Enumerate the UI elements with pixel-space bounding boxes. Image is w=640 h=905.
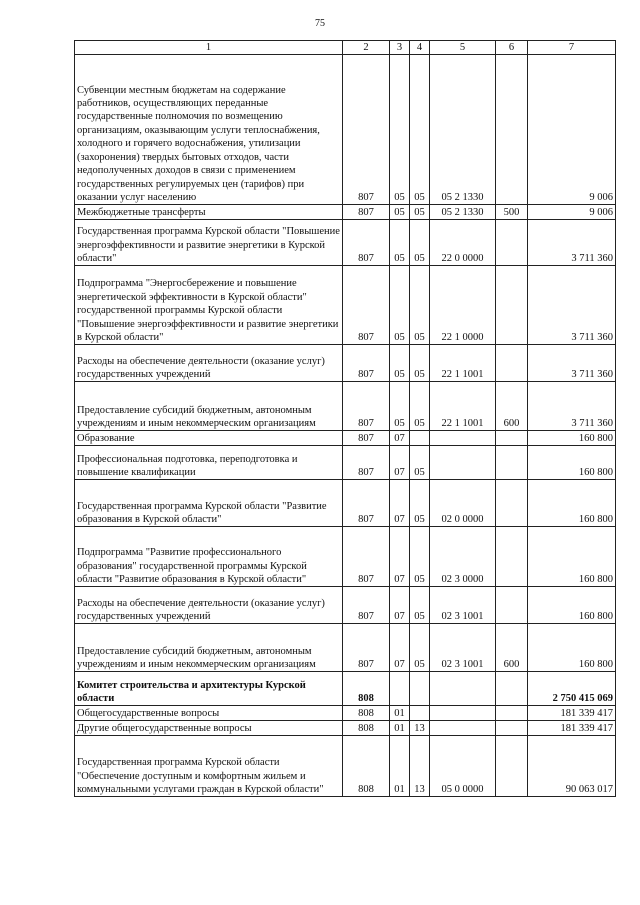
row-pr: 05 <box>410 446 430 480</box>
row-rz <box>390 672 410 706</box>
row-grbs: 807 <box>343 624 390 672</box>
table-row <box>75 55 616 205</box>
row-pr: 05 <box>410 527 430 587</box>
row-name: Подпрограмма "Развитие профессионального образования" государственной программы Курской области "Развитие образования в Курской области" <box>75 527 343 587</box>
row-csr: 05 2 1330 <box>430 55 496 205</box>
row-sum: 3 711 360 <box>528 382 616 431</box>
row-vr: 500 <box>496 205 528 220</box>
row-rz: 05 <box>390 266 410 345</box>
row-rz: 07 <box>390 527 410 587</box>
row-rz: 05 <box>390 382 410 431</box>
row-grbs: 807 <box>343 382 390 431</box>
row-name: Расходы на обеспечение деятельности (оказание услуг) государственных учреждений <box>75 587 343 624</box>
row-name: Предоставление субсидий бюджетным, автономным учреждениям и иным некоммерческим организациям <box>75 382 343 431</box>
table-row <box>75 446 616 480</box>
row-rz: 05 <box>390 345 410 382</box>
row-csr <box>430 706 496 721</box>
row-name: Профессиональная подготовка, переподготовка и повышение квалификации <box>75 446 343 480</box>
row-vr <box>496 266 528 345</box>
row-pr: 05 <box>410 587 430 624</box>
row-vr <box>496 672 528 706</box>
row-csr <box>430 431 496 446</box>
row-sum: 160 800 <box>528 446 616 480</box>
row-csr <box>430 672 496 706</box>
row-name: Государственная программа Курской области "Обеспечение доступным и комфортным жильем и коммунальными услугами граждан в Курской области" <box>75 736 343 797</box>
row-grbs: 807 <box>343 527 390 587</box>
row-sum: 9 006 <box>528 205 616 220</box>
row-pr <box>410 672 430 706</box>
row-csr: 22 1 0000 <box>430 266 496 345</box>
row-csr: 02 3 1001 <box>430 587 496 624</box>
row-rz: 05 <box>390 205 410 220</box>
row-pr: 13 <box>410 736 430 797</box>
row-vr <box>496 220 528 266</box>
row-name: Подпрограмма "Энергосбережение и повышение энергетической эффективности в Курской области" государственной программы Курской области "Повышение энергоэффективности и развитие энергетики в Курской области" <box>75 266 343 345</box>
row-grbs: 807 <box>343 431 390 446</box>
row-rz: 05 <box>390 55 410 205</box>
row-name: Образование <box>75 431 343 446</box>
row-csr: 02 0 0000 <box>430 480 496 527</box>
row-rz: 07 <box>390 446 410 480</box>
row-vr <box>496 345 528 382</box>
page-number: 75 <box>315 18 325 29</box>
row-rz: 07 <box>390 587 410 624</box>
row-name: Государственная программа Курской области "Развитие образования в Курской области" <box>75 480 343 527</box>
row-vr <box>496 721 528 736</box>
budget-table <box>74 40 616 797</box>
row-pr <box>410 706 430 721</box>
row-sum: 181 339 417 <box>528 721 616 736</box>
row-grbs: 807 <box>343 480 390 527</box>
row-grbs: 808 <box>343 706 390 721</box>
row-pr: 05 <box>410 624 430 672</box>
col-header-csr: 5 <box>430 41 496 55</box>
row-rz: 01 <box>390 736 410 797</box>
row-sum: 160 800 <box>528 431 616 446</box>
row-csr: 02 3 1001 <box>430 624 496 672</box>
row-csr: 05 2 1330 <box>430 205 496 220</box>
row-sum: 3 711 360 <box>528 266 616 345</box>
header-row <box>75 41 616 55</box>
row-name: Межбюджетные трансферты <box>75 205 343 220</box>
row-rz: 01 <box>390 721 410 736</box>
col-header-grbs: 2 <box>343 41 390 55</box>
row-pr: 05 <box>410 55 430 205</box>
row-grbs: 807 <box>343 55 390 205</box>
table-row <box>75 736 616 797</box>
row-name: Субвенции местным бюджетам на содержание работников, осуществляющих переданные государственные полномочия по возмещению организациям, оказывающим услуги теплоснабжения, холодного и горячего водоснабжения, утилизации (захоронения) твердых бытовых отходов, части недополученных доходов в связи с применением государственных регулируемых цен (тарифов) при оказании услуг населению <box>75 55 343 205</box>
row-sum: 160 800 <box>528 527 616 587</box>
row-grbs: 808 <box>343 736 390 797</box>
row-pr: 13 <box>410 721 430 736</box>
table-row <box>75 480 616 527</box>
row-name: Комитет строительства и архитектуры Курской области <box>75 672 343 706</box>
row-pr: 05 <box>410 220 430 266</box>
row-vr <box>496 527 528 587</box>
row-grbs: 807 <box>343 345 390 382</box>
row-name: Общегосударственные вопросы <box>75 706 343 721</box>
row-csr: 02 3 0000 <box>430 527 496 587</box>
row-csr: 22 1 1001 <box>430 345 496 382</box>
row-sum: 9 006 <box>528 55 616 205</box>
row-pr <box>410 431 430 446</box>
row-sum: 160 800 <box>528 624 616 672</box>
row-grbs: 808 <box>343 672 390 706</box>
col-header-vr: 6 <box>496 41 528 55</box>
col-header-rz: 3 <box>390 41 410 55</box>
row-grbs: 807 <box>343 220 390 266</box>
row-sum: 181 339 417 <box>528 706 616 721</box>
row-pr: 05 <box>410 345 430 382</box>
col-header-pr: 4 <box>410 41 430 55</box>
table-row <box>75 527 616 587</box>
row-rz: 07 <box>390 624 410 672</box>
row-vr: 600 <box>496 624 528 672</box>
row-vr <box>496 431 528 446</box>
row-grbs: 807 <box>343 266 390 345</box>
row-grbs: 807 <box>343 446 390 480</box>
row-name: Предоставление субсидий бюджетным, автономным учреждениям и иным некоммерческим организациям <box>75 624 343 672</box>
row-vr <box>496 587 528 624</box>
row-vr <box>496 736 528 797</box>
row-csr <box>430 721 496 736</box>
row-rz: 07 <box>390 480 410 527</box>
row-grbs: 807 <box>343 205 390 220</box>
row-rz: 07 <box>390 431 410 446</box>
row-vr <box>496 55 528 205</box>
row-vr: 600 <box>496 382 528 431</box>
row-sum: 160 800 <box>528 587 616 624</box>
table-row <box>75 205 616 220</box>
table-row <box>75 721 616 736</box>
row-vr <box>496 446 528 480</box>
row-sum: 3 711 360 <box>528 345 616 382</box>
row-name: Другие общегосударственные вопросы <box>75 721 343 736</box>
table-row <box>75 345 616 382</box>
row-sum: 2 750 415 069 <box>528 672 616 706</box>
row-name: Расходы на обеспечение деятельности (оказание услуг) государственных учреждений <box>75 345 343 382</box>
col-header-sum: 7 <box>528 41 616 55</box>
row-sum: 3 711 360 <box>528 220 616 266</box>
table-row <box>75 706 616 721</box>
row-sum: 160 800 <box>528 480 616 527</box>
table-row <box>75 624 616 672</box>
col-header-name: 1 <box>75 41 343 55</box>
row-sum: 90 063 017 <box>528 736 616 797</box>
row-name: Государственная программа Курской области "Повышение энергоэффективности и развитие энергетики в Курской области" <box>75 220 343 266</box>
row-rz: 01 <box>390 706 410 721</box>
row-grbs: 807 <box>343 587 390 624</box>
row-pr: 05 <box>410 480 430 527</box>
row-csr <box>430 446 496 480</box>
row-pr: 05 <box>410 266 430 345</box>
row-csr: 05 0 0000 <box>430 736 496 797</box>
table-row <box>75 382 616 431</box>
row-pr: 05 <box>410 382 430 431</box>
row-rz: 05 <box>390 220 410 266</box>
row-vr <box>496 480 528 527</box>
row-pr: 05 <box>410 205 430 220</box>
row-csr: 22 0 0000 <box>430 220 496 266</box>
row-vr <box>496 706 528 721</box>
table-row <box>75 266 616 345</box>
row-csr: 22 1 1001 <box>430 382 496 431</box>
table-row <box>75 220 616 266</box>
table-row <box>75 672 616 706</box>
table-row <box>75 587 616 624</box>
table-row <box>75 431 616 446</box>
row-grbs: 808 <box>343 721 390 736</box>
